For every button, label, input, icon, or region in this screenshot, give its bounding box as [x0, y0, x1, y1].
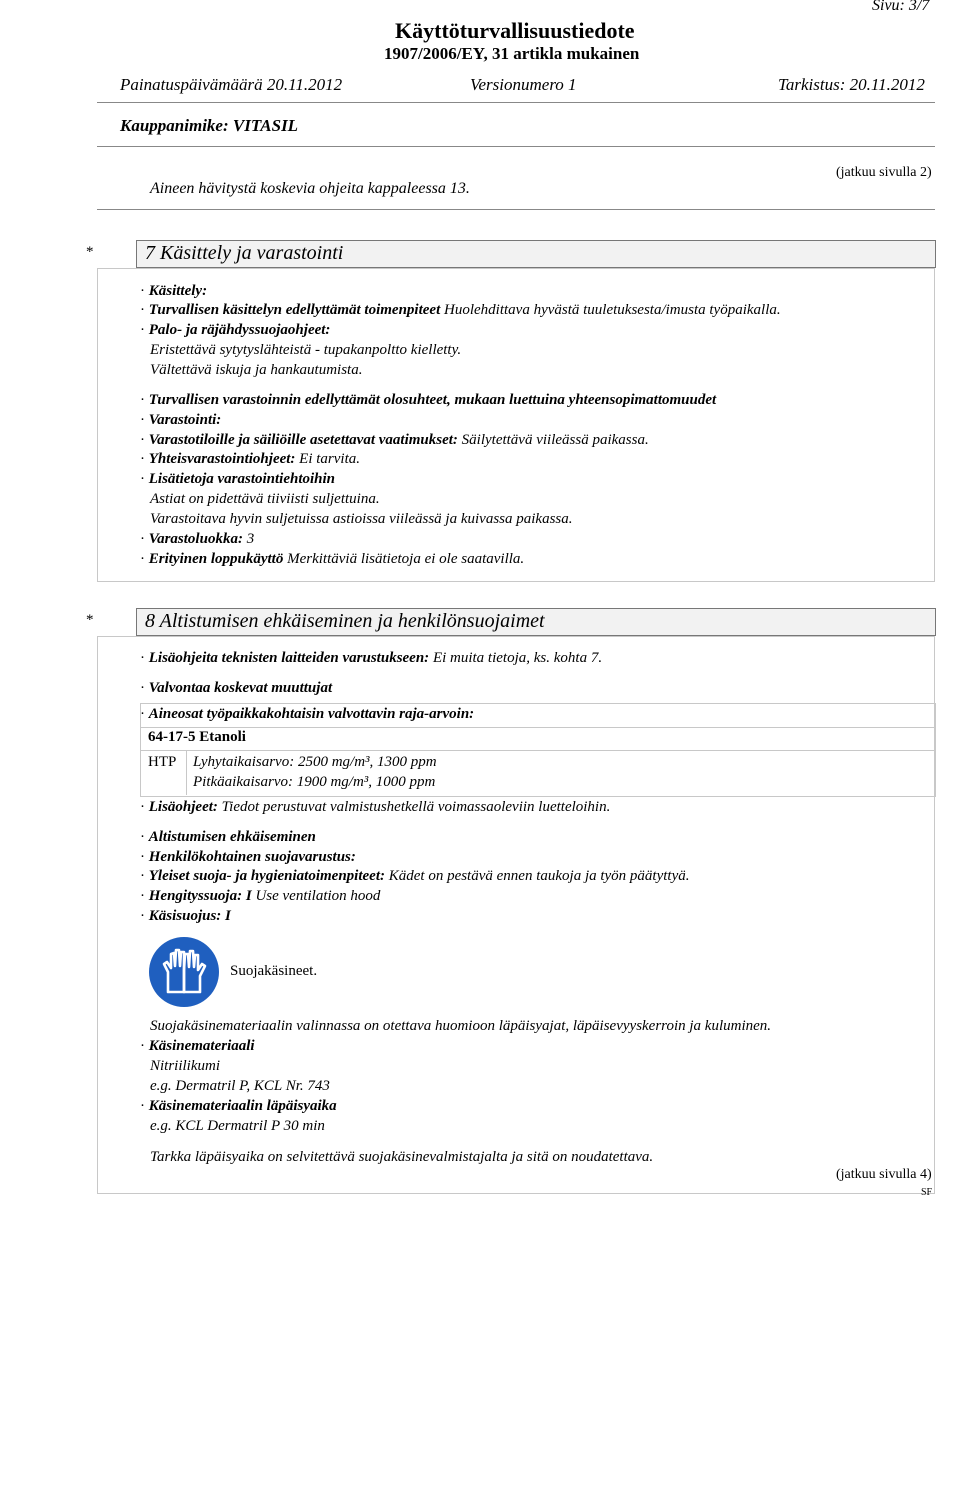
continued-on: (jatkuu sivulla 4) — [836, 1167, 932, 1182]
further-storage-info-label: · Lisätietoja varastointiehtoihin — [140, 471, 336, 487]
header-rule — [97, 102, 935, 103]
hygiene-line: · Yleiset suoja- ja hygieniatoimenpiteet: Kädet on pestävä ennen taukoja ja työn päätyttyä. — [140, 868, 690, 884]
fire-protection-label: · Palo- ja räjähdyssuojaohjeet: — [140, 322, 331, 338]
additional-info-line: · Lisäohjeet: Tiedot perustuvat valmistushetkellä voimassaoleviin luetteloihin. — [140, 799, 611, 815]
respiratory-line: · Hengityssuoja: I Use ventilation hood — [140, 888, 381, 904]
penetration-note: Tarkka läpäisyaika on selvitettävä suojakäsinevalmistajalta ja sitä on noudatettava. — [150, 1149, 654, 1165]
continued-from: (jatkuu sivulla 2) — [836, 165, 932, 180]
print-date: Painatuspäivämäärä 20.11.2012 — [120, 75, 343, 94]
joint-storage-line: · Yhteisvarastointiohjeet: Ei tarvita. — [140, 451, 360, 467]
further-storage-info-1: Astiat on pidettävä tiiviisti suljettuina. — [150, 491, 380, 507]
glove-selection-text: Suojakäsinemateriaalin valinnassa on otettava huomioon läpäisyajat, läpäisevyyskerroin ja kuluminen. — [150, 1018, 772, 1034]
page-number: Sivu: 3/7 — [872, 0, 930, 14]
glove-material-2: e.g. Dermatril P, KCL Nr. 743 — [150, 1078, 330, 1094]
safe-handling-line: · Turvallisen käsittelyn edellyttämät toimenpiteet Huolehdittava hyvästä tuuletuksesta/imusta työpaikalla. — [140, 302, 781, 318]
revision-date: Tarkistus: 20.11.2012 — [778, 75, 925, 94]
version-number: Versionumero 1 — [470, 75, 577, 94]
section-8-header — [136, 608, 936, 636]
safe-storage-conditions: · Turvallisen varastoinnin edellyttämät olosuhteet, mukaan luettuina yhteensopimattomuudet — [140, 392, 717, 408]
carryover-text: Aineen hävitystä koskevia ohjeita kappaleessa 13. — [150, 180, 470, 197]
exposure-controls-label: · Altistumisen ehkäiseminen — [140, 829, 316, 845]
fire-protection-text-2: Vältettävä iskuja ja hankautumista. — [150, 362, 363, 378]
fire-protection-text-1: Eristettävä sytytyslähteistä - tupakanpoltto kielletty. — [150, 342, 462, 358]
penetration-time-label: · Käsinemateriaalin läpäisyaika — [140, 1098, 337, 1114]
protective-gloves-icon — [148, 936, 220, 1008]
change-marker-8: * — [86, 612, 94, 628]
further-storage-info-2: Varastoitava hyvin suljetuissa astioissa viileässä ja kuivassa paikassa. — [150, 511, 573, 527]
limits-table-divider — [186, 750, 187, 795]
ppe-label: · Henkilökohtainen suojavarustus: — [140, 849, 356, 865]
glove-material-1: Nitriilikumi — [150, 1058, 221, 1074]
long-term-limit: Pitkäaikaisarvo: 1900 mg/m³, 1000 ppm — [193, 774, 436, 790]
penetration-time-value: e.g. KCL Dermatril P 30 min — [150, 1118, 325, 1134]
ingredients-limits-label: · Aineosat työpaikkakohtaisin valvottavin raja-arvoin: — [140, 706, 475, 722]
trade-name-rule — [97, 146, 935, 147]
change-marker: * — [86, 244, 94, 260]
trade-name: Kauppanimike: VITASIL — [120, 116, 299, 135]
language-code: SF — [921, 1187, 933, 1198]
limit-type: HTP — [148, 754, 177, 770]
glove-caption: Suojakäsineet. — [230, 963, 318, 979]
glove-material-label: · Käsinemateriaali — [140, 1038, 255, 1054]
storerooms-line: · Varastotiloille ja säiliöille asetettavat vaatimukset: Säilytettävä viileässä paikassa. — [140, 432, 649, 448]
section-7-header — [136, 240, 936, 268]
document-title: Käyttöturvallisuustiedote — [395, 18, 635, 43]
limits-table-rule-2 — [140, 750, 935, 751]
specific-use-line: · Erityinen loppukäyttö Merkittäviä lisätietoja ei ole saatavilla. — [140, 551, 525, 567]
carryover-rule — [97, 209, 935, 210]
handling-label: · Käsittely: — [140, 283, 208, 299]
document-subtitle: 1907/2006/EY, 31 artikla mukainen — [384, 44, 640, 63]
technical-facilities-line: · Lisäohjeita teknisten laitteiden varustukseen: Ei muita tietoja, ks. kohta 7. — [140, 650, 603, 666]
section-7-title: 7 Käsittely ja varastointi — [145, 242, 344, 264]
storage-label: · Varastointi: — [140, 412, 222, 428]
short-term-limit: Lyhytaikaisarvo: 2500 mg/m³, 1300 ppm — [193, 754, 437, 770]
limits-table-rule — [140, 727, 935, 728]
substance-name: 64-17-5 Etanoli — [148, 729, 246, 745]
section-8-title: 8 Altistumisen ehkäiseminen ja henkilönsuojaimet — [145, 610, 545, 632]
hand-protection-label: · Käsisuojus: I — [140, 908, 231, 924]
control-parameters-label: · Valvontaa koskevat muuttujat — [140, 680, 333, 696]
storage-class-line: · Varastoluokka: 3 — [140, 531, 255, 547]
